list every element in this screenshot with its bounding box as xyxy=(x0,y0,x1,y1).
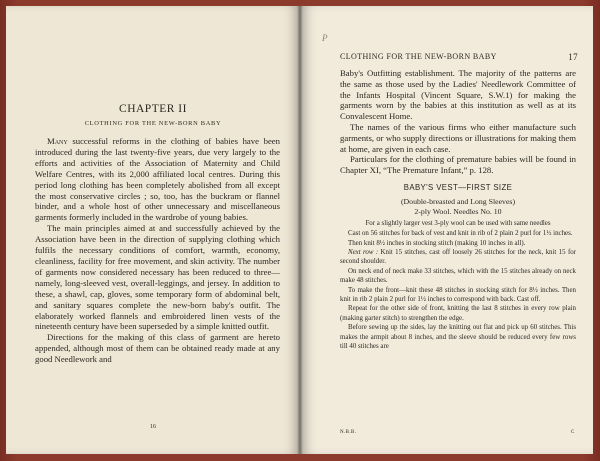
instruction-text: Knit 15 stitches, cast off loosely 26 stitches for the neck, knit 15 for second shoulder. xyxy=(340,248,576,266)
paragraph: Particulars for the clothing of premature babies will be found in Chapter XI, “The Premature Infant,” p. 128. xyxy=(340,154,576,176)
paragraph: The names of the various firms who either manufacture such garments, or who supply directions or illustrations for making them at home, are given in each case. xyxy=(340,121,576,154)
lead-word: Many xyxy=(47,136,68,146)
signature-letter: C xyxy=(571,430,575,435)
instruction-label: Next row : xyxy=(348,248,379,256)
right-page xyxy=(300,6,593,454)
pattern-instructions xyxy=(340,229,576,351)
instruction: To make the front—knit these 48 stitches in stocking stitch for 8½ inches. Then knit in rib 2 plain 2 purl for 1½ inches to correspond with back. Cast off. xyxy=(340,286,576,304)
pencil-mark: P xyxy=(322,33,328,43)
instruction: Before sewing up the sides, lay the knitting out flat and pick up 60 stitches. This makes the armpit about 8 inches, and the sleeve should be reduced every few rows till 40 stitches are xyxy=(340,324,576,351)
pattern-note: For a slightly larger vest 3-ply wool can be used with same needles xyxy=(365,219,551,227)
running-head xyxy=(340,52,578,62)
paragraph: The main principles aimed at and successfully achieved by the Association have been in the direction of supplying clothing which fulfils the necessary conditions of comfort, warmth, economy, cleanliness, facility for free movement, and skin activity. The number of garments now considered necessary has been reduced to three—namely, long-sleeved vest, overall-leggings, and jersey. In addition to these, a shawl, cap, gloves, some temporary form of abdominal belt, and sanitary squares complete the new-born baby's outfit. The elaborately worked flannels and embroidered linen vests of the nineteenth century have been superseded by a simple knitted outfit. xyxy=(35,223,280,332)
right-body-text xyxy=(340,68,576,351)
chapter-number: CHAPTER II xyxy=(119,103,187,115)
chapter-title: CLOTHING FOR THE NEW-BORN BABY xyxy=(84,120,222,127)
paragraph: Directions for the making of this class of garment are hereto appended, although most of them can be obtained ready made at any good Needlework and xyxy=(35,332,280,365)
left-page xyxy=(6,6,300,454)
paragraph-text: successful reforms in the clothing of babies have been introduced during the last twenty-five years, due very largely to the efforts and activities of the Association of Maternity and Child Welfare Centres, with its 2,000 affiliated local centres. During this period long clothing has been completely abolished from all except the most conservative circles ; so, too, has the buckram or flannel binder, and a whole host of other unnecessary and miscellaneous garments formerly included in the wardrobe of young babies. xyxy=(35,136,280,223)
instruction: Repeat for the other side of front, knitting the last 8 stitches in every row plain (making garter stitch) to strengthen the edge. xyxy=(340,305,576,322)
signature-mark: N.B.B. xyxy=(340,430,357,435)
paragraph: Baby's Outfitting establishment. The majority of the patterns are the same as those used by the Ladies' Needlework Committee of the Infants Hospital (Vincent Square, S.W.1) for making the garments worn by the babies at this institution as well as at its Convalescent Home. xyxy=(340,68,576,122)
instruction: On neck end of neck make 33 stitches, which with the 15 stitches already on neck make 48 stitches. xyxy=(340,267,576,285)
pattern-materials: 2-ply Wool. Needles No. 10 xyxy=(414,206,502,216)
paragraph xyxy=(35,136,280,223)
instruction: Cast on 56 stitches for back of vest and knit in rib of 2 plain 2 purl for 1½ inches. xyxy=(348,230,573,238)
instruction: Then knit 8½ inches in stocking stitch (making 10 inches in all). xyxy=(348,239,526,247)
instruction xyxy=(340,248,576,267)
pattern-subtitle: (Double-breasted and Long Sleeves) xyxy=(400,196,516,206)
pattern-heading: BABY'S VEST—FIRST SIZE xyxy=(403,182,513,192)
left-body-text xyxy=(35,136,280,365)
running-title: CLOTHING FOR THE NEW-BORN BABY xyxy=(340,52,497,61)
page-number: 16 xyxy=(150,424,156,430)
book-gutter xyxy=(297,6,303,454)
page-number: 17 xyxy=(568,52,578,62)
